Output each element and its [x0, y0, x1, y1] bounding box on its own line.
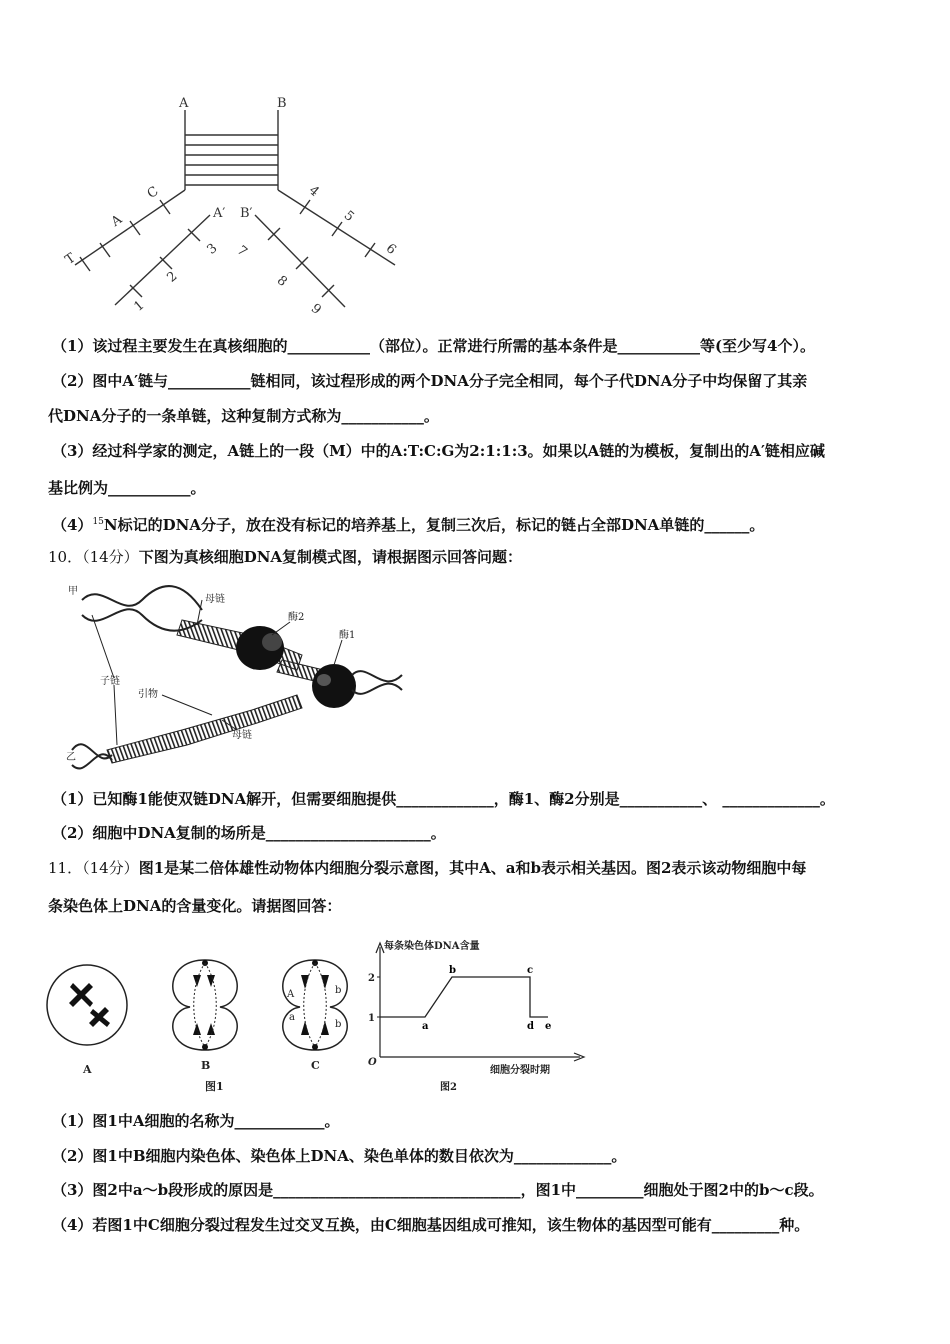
label-1: 1 [131, 297, 148, 315]
gene-a: a [289, 1012, 295, 1023]
label-yi: 乙 [66, 752, 76, 763]
q9-line-6 [52, 512, 764, 535]
label-yinwu: 引物 [138, 689, 158, 700]
label-B-prime: B′ [240, 206, 253, 221]
dna-content-series-line [380, 977, 548, 1017]
q11-prompt-1: 图1是某二倍体雄性动物体内细胞分裂示意图，其中A、a和b表示相关基因。图2表示该动物细胞中每 [138, 859, 807, 877]
fig1-caption: 图1 [205, 1080, 224, 1093]
replication-fork-figure [60, 95, 410, 325]
label-mulian-bottom: 母链 [232, 730, 252, 741]
ytick-2: 2 [368, 973, 375, 984]
label-5: 5 [340, 208, 357, 225]
q10-prompt: 下图为真核细胞DNA复制模式图，请根据图示回答问题： [138, 548, 523, 566]
label-A: A [179, 96, 189, 111]
point-label-c: c [527, 965, 534, 976]
q10-score: （14分） [82, 548, 139, 566]
q11-number: 11． [48, 859, 83, 877]
label-jia: 甲 [68, 586, 78, 597]
q9-line-3: 代DNA分子的一条单链，这种复制方式称为___________。 [48, 407, 439, 425]
q9-l6-rest: N标记的DNA分子，放在没有标记的培养基上，复制三次后，标记的链占全部DNA单链的______。 [103, 516, 765, 534]
q9-l6-prefix: （4） [52, 516, 93, 534]
q10-heading [48, 547, 522, 567]
q10-line-2: （2）细胞中DNA复制的场所是______________________。 [52, 824, 446, 842]
q11-heading [48, 858, 806, 878]
q9-l6-sup: 15 [92, 517, 104, 527]
gene-b-top: b [335, 985, 342, 996]
label-B: B [277, 96, 287, 111]
label-8: 8 [273, 273, 290, 290]
label-A-base: A [108, 212, 126, 230]
q11-score: （14分） [82, 859, 139, 877]
label-mulian-top: 母链 [205, 594, 225, 605]
label-9: 9 [307, 301, 324, 318]
q9-line-2: （2）图中A′链与___________链相同，该过程形成的两个DNA分子完全相同，每个子代DNA分子中均保留了其亲 [52, 372, 808, 390]
cell-label-A: A [83, 1063, 92, 1076]
label-zilian: 子链 [100, 676, 120, 687]
label-7: 7 [233, 243, 250, 260]
q11-line-1: （1）图1中A细胞的名称为____________。 [52, 1112, 340, 1130]
label-C: C [144, 183, 162, 202]
dna-content-points [377, 965, 551, 1032]
q10-number: 10． [48, 548, 83, 566]
chart-origin: O [368, 1057, 377, 1068]
dna-replication-figure [62, 580, 407, 775]
gene-b-bottom: b [335, 1019, 342, 1030]
q11-prompt-2: 条染色体上DNA的含量变化。请据图回答： [48, 897, 342, 915]
fig2-caption: 图2 [440, 1082, 457, 1093]
q9-line-1: （1）该过程主要发生在真核细胞的___________（部位）。正常进行所需的基本条件是___________等(至少写4个）。 [52, 337, 815, 355]
label-A-prime: A′ [213, 206, 226, 221]
point-label-d: d [527, 1021, 534, 1032]
chart-ylabel: 每条染色体DNA含量 [384, 941, 480, 952]
cell-label-C: C [311, 1059, 320, 1072]
q9-line-4: （3）经过科学家的测定，A链上的一段（M）中的A:T:C:G为2:1:1:3。如果以A链的为模板，复制出的A′链相应碱 [52, 442, 825, 460]
gene-A: A [287, 989, 295, 1000]
label-3: 3 [204, 240, 221, 258]
dna-content-chart [360, 935, 600, 1095]
q11-line-4: （4）若图1中C细胞分裂过程发生过交叉互换，由C细胞基因组成可推知，该生物体的基因型可能有_________种。 [52, 1216, 810, 1234]
label-T-base: T [62, 250, 79, 268]
ytick-1: 1 [368, 1013, 375, 1024]
chart-xlabel: 细胞分裂时期 [490, 1065, 550, 1076]
label-mei2: 酶2 [288, 612, 305, 623]
label-6: 6 [382, 241, 399, 258]
label-2: 2 [164, 268, 181, 286]
q10-line-1: （1）已知酶1能使双链DNA解开，但需要细胞提供_____________，酶1、酶2分别是___________、 _____________。 [52, 790, 835, 808]
q11-line-3: （3）图2中a～b段形成的原因是_________________________________，图1中_________细胞处于图2中的b～c段。 [52, 1181, 824, 1199]
label-mei1: 酶1 [339, 630, 356, 641]
label-4: 4 [305, 183, 322, 200]
cell-division-figure [45, 945, 365, 1095]
point-label-b: b [449, 965, 456, 976]
q9-line-5: 基比例为___________。 [48, 479, 206, 497]
point-label-a: a [422, 1021, 429, 1032]
q11-line-2: （2）图1中B细胞内染色体、染色体上DNA、染色单体的数目依次为_____________。 [52, 1147, 627, 1165]
cell-label-B: B [201, 1059, 211, 1072]
point-label-e: e [545, 1021, 552, 1032]
